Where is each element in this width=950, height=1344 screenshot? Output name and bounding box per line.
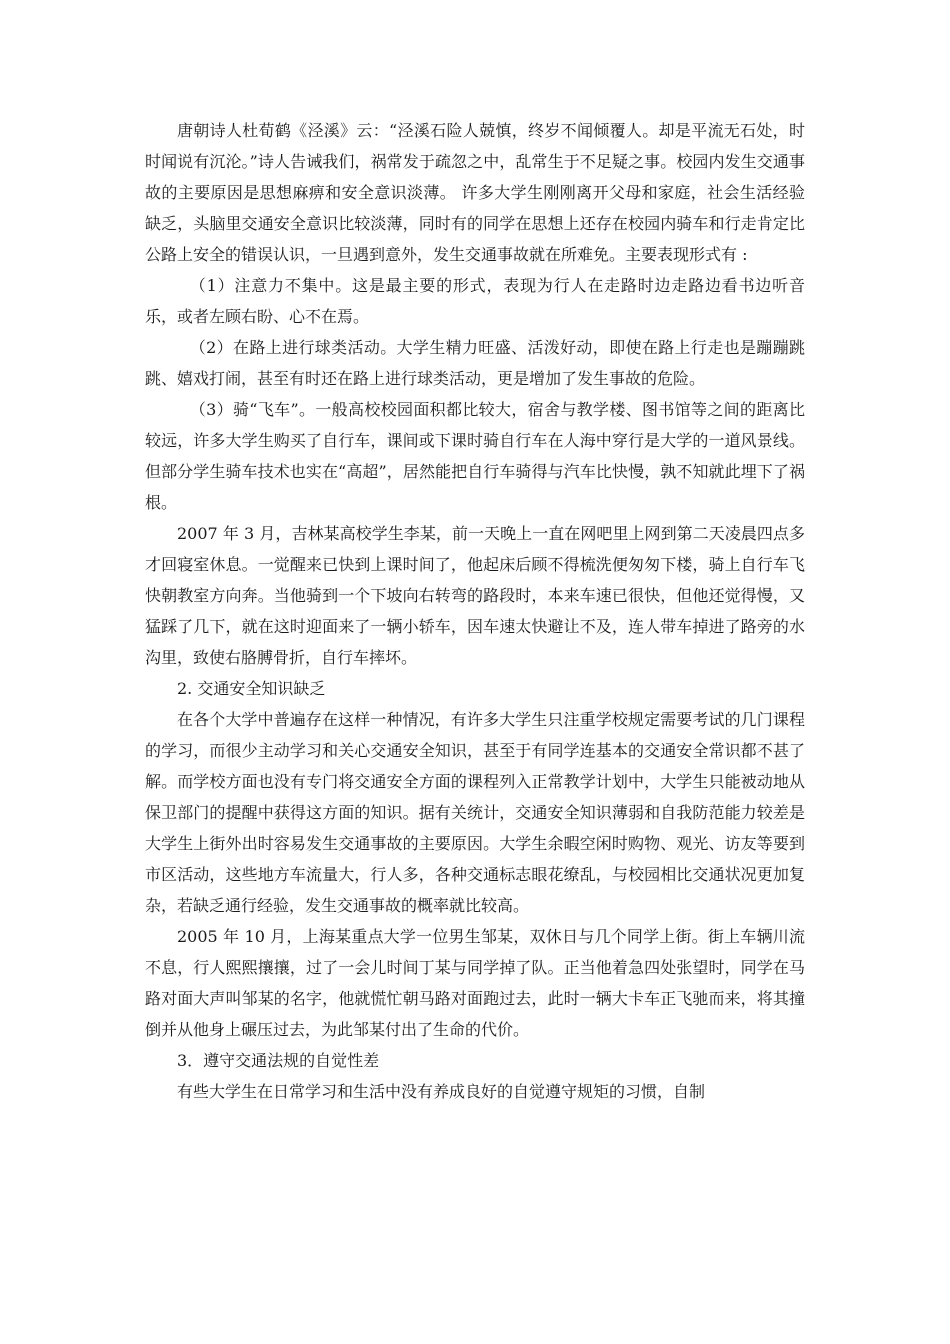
- list-item-3: （3）骑“飞车”。一般高校校园面积都比较大，宿舍与教学楼、图书馆等之间的距离比较远，许多大学生购买了自行车，课间或下课时骑自行车在人海中穿行是大学的一道风景线。但部分学生骑车技术也实在“高超”，居然能把自行车骑得与汽车比快慢，孰不知就此埋下了祸根。: [145, 400, 805, 512]
- section-heading-3: 3．遵守交通法规的自觉性差: [177, 1051, 380, 1070]
- list-item-1: （1）注意力不集中。这是最主要的形式，表现为行人在走路时边走路边看书边听音乐，或者左顾右盼、心不在焉。: [145, 276, 805, 326]
- case-paragraph-2005: 2005 年 10 月，上海某重点大学一位男生邹某，双休日与几个同学上街。街上车辆川流不息，行人熙熙攘攘，过了一会儿时间丁某与同学掉了队。正当他着急四处张望时，同学在马路对面大声叫邹某的名字，他就慌忙朝马路对面跑过去，此时一辆大卡车正飞驰而来，将其撞倒并从他身上碾压过去，为此邹某付出了生命的代价。: [145, 927, 805, 1039]
- list-item-2: （2）在路上进行球类活动。大学生精力旺盛、活泼好动，即使在路上行走也是蹦蹦跳跳、嬉戏打闹，甚至有时还在路上进行球类活动，更是增加了发生事故的危险。: [145, 338, 805, 388]
- final-paragraph: 有些大学生在日常学习和生活中没有养成良好的自觉遵守规矩的习惯，自制: [177, 1082, 706, 1101]
- intro-paragraph: 唐朝诗人杜荀鹤《泾溪》云：“泾溪石险人兢慎，终岁不闻倾覆人。却是平流无石处，时时闻说有沉沦。”诗人告诫我们，祸常发于疏忽之中，乱常生于不足疑之事。校园内发生交通事故的主要原因是思想麻痹和安全意识淡薄。 许多大学生刚刚离开父母和家庭，社会生活经验缺乏，头脑里交通安全意识比较淡薄，同时有的同学在思想上还存在校园内骑车和行走肯定比公路上安全的错误认识，一旦遇到意外，发生交通事故就在所难免。主要表现形式有 :: [145, 121, 805, 264]
- document-page: [145, 115, 805, 1107]
- knowledge-paragraph: 在各个大学中普遍存在这样一种情况，有许多大学生只注重学校规定需要考试的几门课程的学习，而很少主动学习和关心交通安全知识，甚至于有同学连基本的交通安全常识都不甚了解。而学校方面也没有专门将交通安全方面的课程列入正常教学计划中，大学生只能被动地从保卫部门的提醒中获得这方面的知识。据有关统计，交通安全知识薄弱和自我防范能力较差是大学生上街外出时容易发生交通事故的主要原因。大学生余暇空闲时购物、观光、访友等要到市区活动，这些地方车流量大，行人多，各种交通标志眼花缭乱，与校园相比交通状况更加复杂，若缺乏通行经验，发生交通事故的概率就比较高。: [145, 710, 805, 915]
- case-paragraph-2007: 2007 年 3 月，吉林某高校学生李某，前一天晚上一直在网吧里上网到第二天凌晨四点多才回寝室休息。一觉醒来已快到上课时间了，他起床后顾不得梳洗便匆匆下楼，骑上自行车飞快朝教室方向奔。当他骑到一个下坡向右转弯的路段时，本来车速已很快，但他还觉得慢，又猛踩了几下，就在这时迎面来了一辆小轿车，因车速太快避让不及，连人带车掉进了路旁的水沟里，致使右胳膊骨折，自行车摔坏。: [145, 524, 805, 667]
- section-heading-2: 2. 交通安全知识缺乏: [177, 679, 326, 698]
